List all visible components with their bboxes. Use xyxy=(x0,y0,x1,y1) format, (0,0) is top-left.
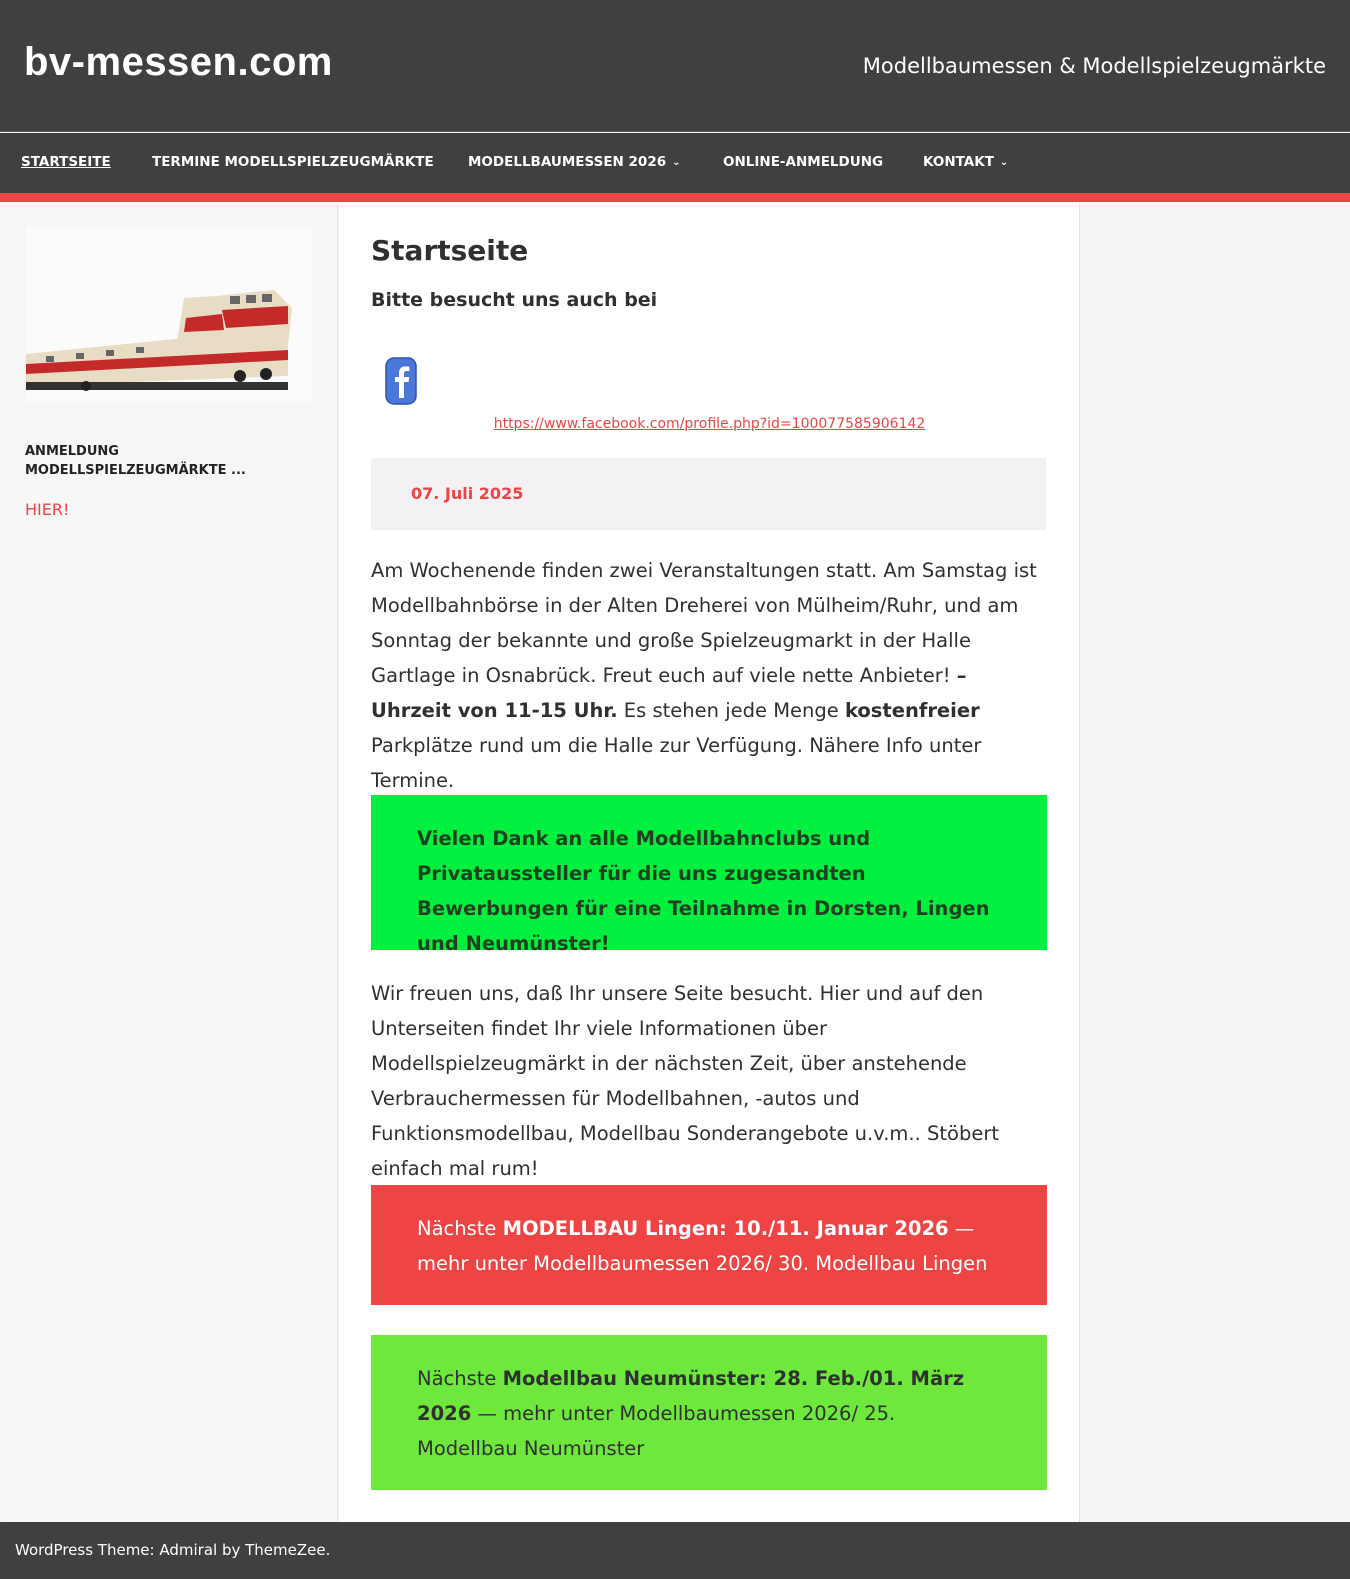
lingen-prefix: Nächste xyxy=(417,1217,503,1240)
accent-bar xyxy=(0,193,1350,202)
date-box xyxy=(371,458,1046,530)
nav-item-label: MODELLBAUMESSEN 2026 xyxy=(468,154,667,170)
nav-item-label: ONLINE-ANMELDUNG xyxy=(723,154,884,170)
neumuenster-prefix: Nächste xyxy=(417,1367,503,1390)
facebook-icon[interactable] xyxy=(385,356,417,406)
nav-item-termine[interactable] xyxy=(152,154,434,170)
neumuenster-suffix: — mehr unter Modellbaumessen 2026/ 25. Modellbau Neumünster xyxy=(417,1402,896,1460)
page-title: Startseite xyxy=(371,234,529,267)
lingen-suffix: — mehr unter Modellbaumessen 2026/ 30. Modellbau Lingen xyxy=(417,1217,988,1275)
thanks-text: Vielen Dank an alle Modellbahnclubs und Privataussteller für die uns zugesandten Bewerbungen für eine Teilnahme in Dorsten, Lingen und Neumünster! xyxy=(417,827,990,955)
nav-item-modellbaumessen[interactable] xyxy=(468,154,681,170)
footer-credit[interactable]: WordPress Theme: Admiral by ThemeZee. xyxy=(15,1541,331,1559)
nav-item-startseite[interactable] xyxy=(21,154,111,170)
nav-item-label: STARTSEITE xyxy=(21,154,111,170)
visit-heading: Bitte besucht uns auch bei xyxy=(371,289,658,311)
intro-text-3: Parkplätze rund um die Halle zur Verfügung. Nähere Info unter Termine. xyxy=(371,734,982,792)
site-title[interactable]: bv-messen.com xyxy=(24,40,333,84)
site-footer xyxy=(0,1522,1350,1579)
welcome-paragraph: Wir freuen uns, daß Ihr unsere Seite besucht. Hier und auf den Unterseiten findet Ihr viele Informationen über Modellspielzeugmärkt in der nächsten Zeit, über anstehende Verbrauchermessen für Modellbahnen, -autos und Funktionsmodellbau, Modellbau Sonderangebote u.v.m.. Stöbert einfach mal rum! xyxy=(371,982,999,1180)
train-image xyxy=(26,226,312,402)
main-content xyxy=(339,204,1080,1522)
intro-text: Am Wochenende finden zwei Veranstaltungen statt. Am Samstag ist Modellbahnbörse in der Alten Dreherei von Mülheim/Ruhr, und am Sonntag der bekannte und große Spielzeugmarkt in der Halle Gartlage in Osnabrück. Freut euch auf viele nette Anbieter! xyxy=(371,559,1037,687)
intro-paragraph xyxy=(371,553,1047,798)
intro-free: kostenfreier xyxy=(844,699,980,722)
nav-item-label: KONTAKT xyxy=(923,154,994,170)
lingen-box xyxy=(371,1185,1047,1305)
widget-link-hier[interactable]: HIER! xyxy=(25,500,70,519)
sidebar xyxy=(2,204,338,1522)
widget-title: ANMELDUNG MODELLSPIELZEUGMÄRKTE ... xyxy=(25,444,246,478)
post-date[interactable]: 07. Juli 2025 xyxy=(411,484,524,503)
nav-item-label: TERMINE MODELLSPIELZEUGMÄRKTE xyxy=(152,154,434,170)
main-navigation xyxy=(0,133,1350,193)
intro-time: – Uhrzeit von 11-15 Uhr. xyxy=(371,664,967,722)
neumuenster-date: Modellbau Neumünster: 28. Feb./01. März 2026 xyxy=(417,1367,965,1425)
chevron-down-icon: ⌄ xyxy=(672,157,681,168)
neumuenster-box xyxy=(371,1335,1047,1490)
intro-text-2: Es stehen jede Menge xyxy=(617,699,845,722)
site-tagline: Modellbaumessen & Modellspielzeugmärkte xyxy=(862,54,1326,78)
chevron-down-icon: ⌄ xyxy=(999,157,1009,168)
facebook-link[interactable]: https://www.facebook.com/profile.php?id=100077585906142 xyxy=(493,416,926,432)
thanks-box xyxy=(371,795,1047,955)
site-header xyxy=(0,0,1350,132)
lingen-date: MODELLBAU Lingen: 10./11. Januar 2026 xyxy=(502,1217,949,1240)
nav-item-kontakt[interactable] xyxy=(923,154,1008,170)
nav-item-online-anmeldung[interactable] xyxy=(723,154,883,170)
